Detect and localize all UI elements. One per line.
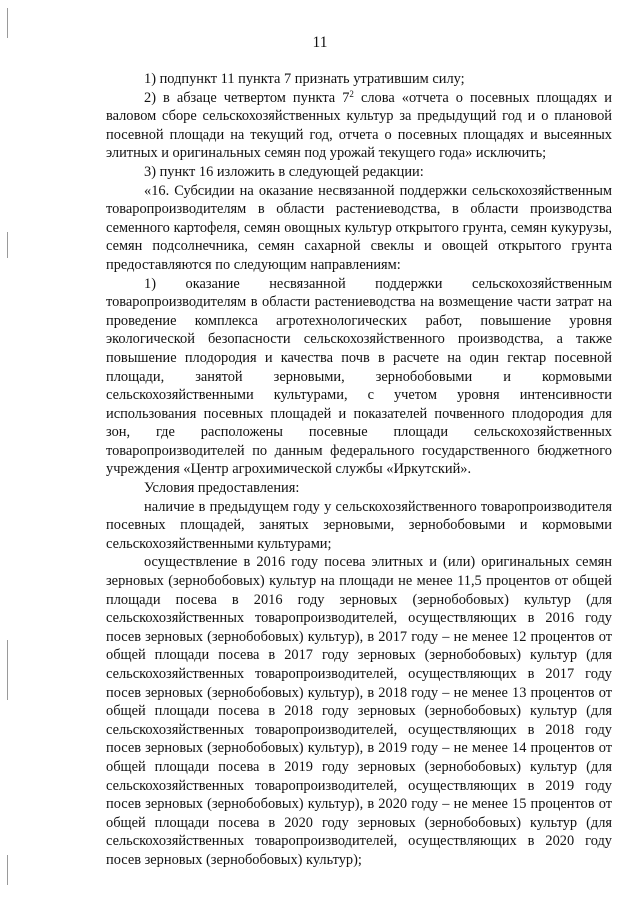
- paragraph-item-2-start: 2) в абзаце четвертом пункта 7: [144, 89, 350, 106]
- superscript-index: 2: [349, 88, 354, 99]
- paragraph-conditions-heading: Условия предоставления:: [144, 480, 300, 497]
- scan-edge-mark: [7, 232, 8, 258]
- scan-edge-mark: [7, 855, 8, 885]
- paragraph-item-2: [106, 89, 612, 163]
- paragraph-condition-2: осуществление в 2016 году посева элитных и (или) оригинальных семян зерновых (зернобобовых) культур на площади не менее 11,5 процентов от общей площади посева в 2016 году зерновых (зернобобовых) культур (для сельскохозяйственных товаропроизводителей, осуществляющих в 2016 году посев зерновых (зернобобовых) культур), в 2017 году – не менее 12 процентов от общей площади посева в 2017 году зерновых (зернобобовых) культур (для сельскохозяйственных товаропроизводителей, осуществляющих в 2017 году посев зерновых (зернобобовых) культур), в 2018 году – не менее 13 процентов от общей площади посева в 2018 году зерновых (зернобобовых) культур (для сельскохозяйственных товаропроизводителей, осуществляющих в 2018 году посев зерновых (зернобобовых) культур), в 2019 году – не менее 14 процентов от общей площади посева в 2019 году зерновых (зернобобовых) культур (для сельскохозяйственных товаропроизводителей, осуществляющих в 2019 году посев зерновых (зернобобовых) культур), в 2020 году – не менее 15 процентов от общей площади посева в 2020 году зерновых (зернобобовых) культур (для сельскохозяйственных товаропроизводителей, осуществляющих в 2020 году посев зерновых (зернобобовых) культур);: [106, 554, 612, 868]
- paragraph-item-2-end: слова «отчета о посевных площадях и валовом сборе сельскохозяйственных культур за предыдущий год и о плановой посевной площади на текущий год, отчета о посевных площадях и высеянных элитных и оригинальных семян под урожай текущего года» исключить;: [106, 89, 612, 162]
- scan-edge-mark: [7, 640, 8, 700]
- paragraph-condition-1: наличие в предыдущем году у сельскохозяйственного товаропроизводителя посевных площадей, занятых зерновыми, зернобобовыми и кормовыми сельскохозяйственными культурами;: [106, 498, 612, 552]
- paragraph-point-16: «16. Субсидии на оказание несвязанной поддержки сельскохозяйственным товаропроизводителям в области растениеводства, в области производства семенного картофеля, семян овощных культур открытого грунта, семян кукурузы, семян подсолнечника, семян сахарной свеклы и овощей открытого грунта предоставляются по следующим направлениям:: [106, 182, 612, 273]
- paragraph-item-1: 1) подпункт 11 пункта 7 признать утратившим силу;: [144, 71, 465, 87]
- page-number: 11: [312, 34, 328, 51]
- paragraph-item-3: 3) пункт 16 изложить в следующей редакции:: [144, 163, 424, 180]
- document-body: [106, 70, 612, 870]
- paragraph-direction-1: 1) оказание несвязанной поддержки сельскохозяйственным товаропроизводителям в области растениеводства на возмещение части затрат на проведение комплекса агротехнологических работ, повышение уровня экологической безопасности сельскохозяйственного производства, а также повышение плодородия и качества почв в расчете на один гектар посевной площади, занятой зерновыми, зернобобовыми и кормовыми сельскохозяйственными культурами, с учетом уровня интенсивности использования посевных площадей и показателей почвенного плодородия для зон, где расположены посевные площади сельскохозяйственных товаропроизводителей по данным федерального государственного бюджетного учреждения «Центр агрохимической службы «Иркутский».: [106, 275, 612, 478]
